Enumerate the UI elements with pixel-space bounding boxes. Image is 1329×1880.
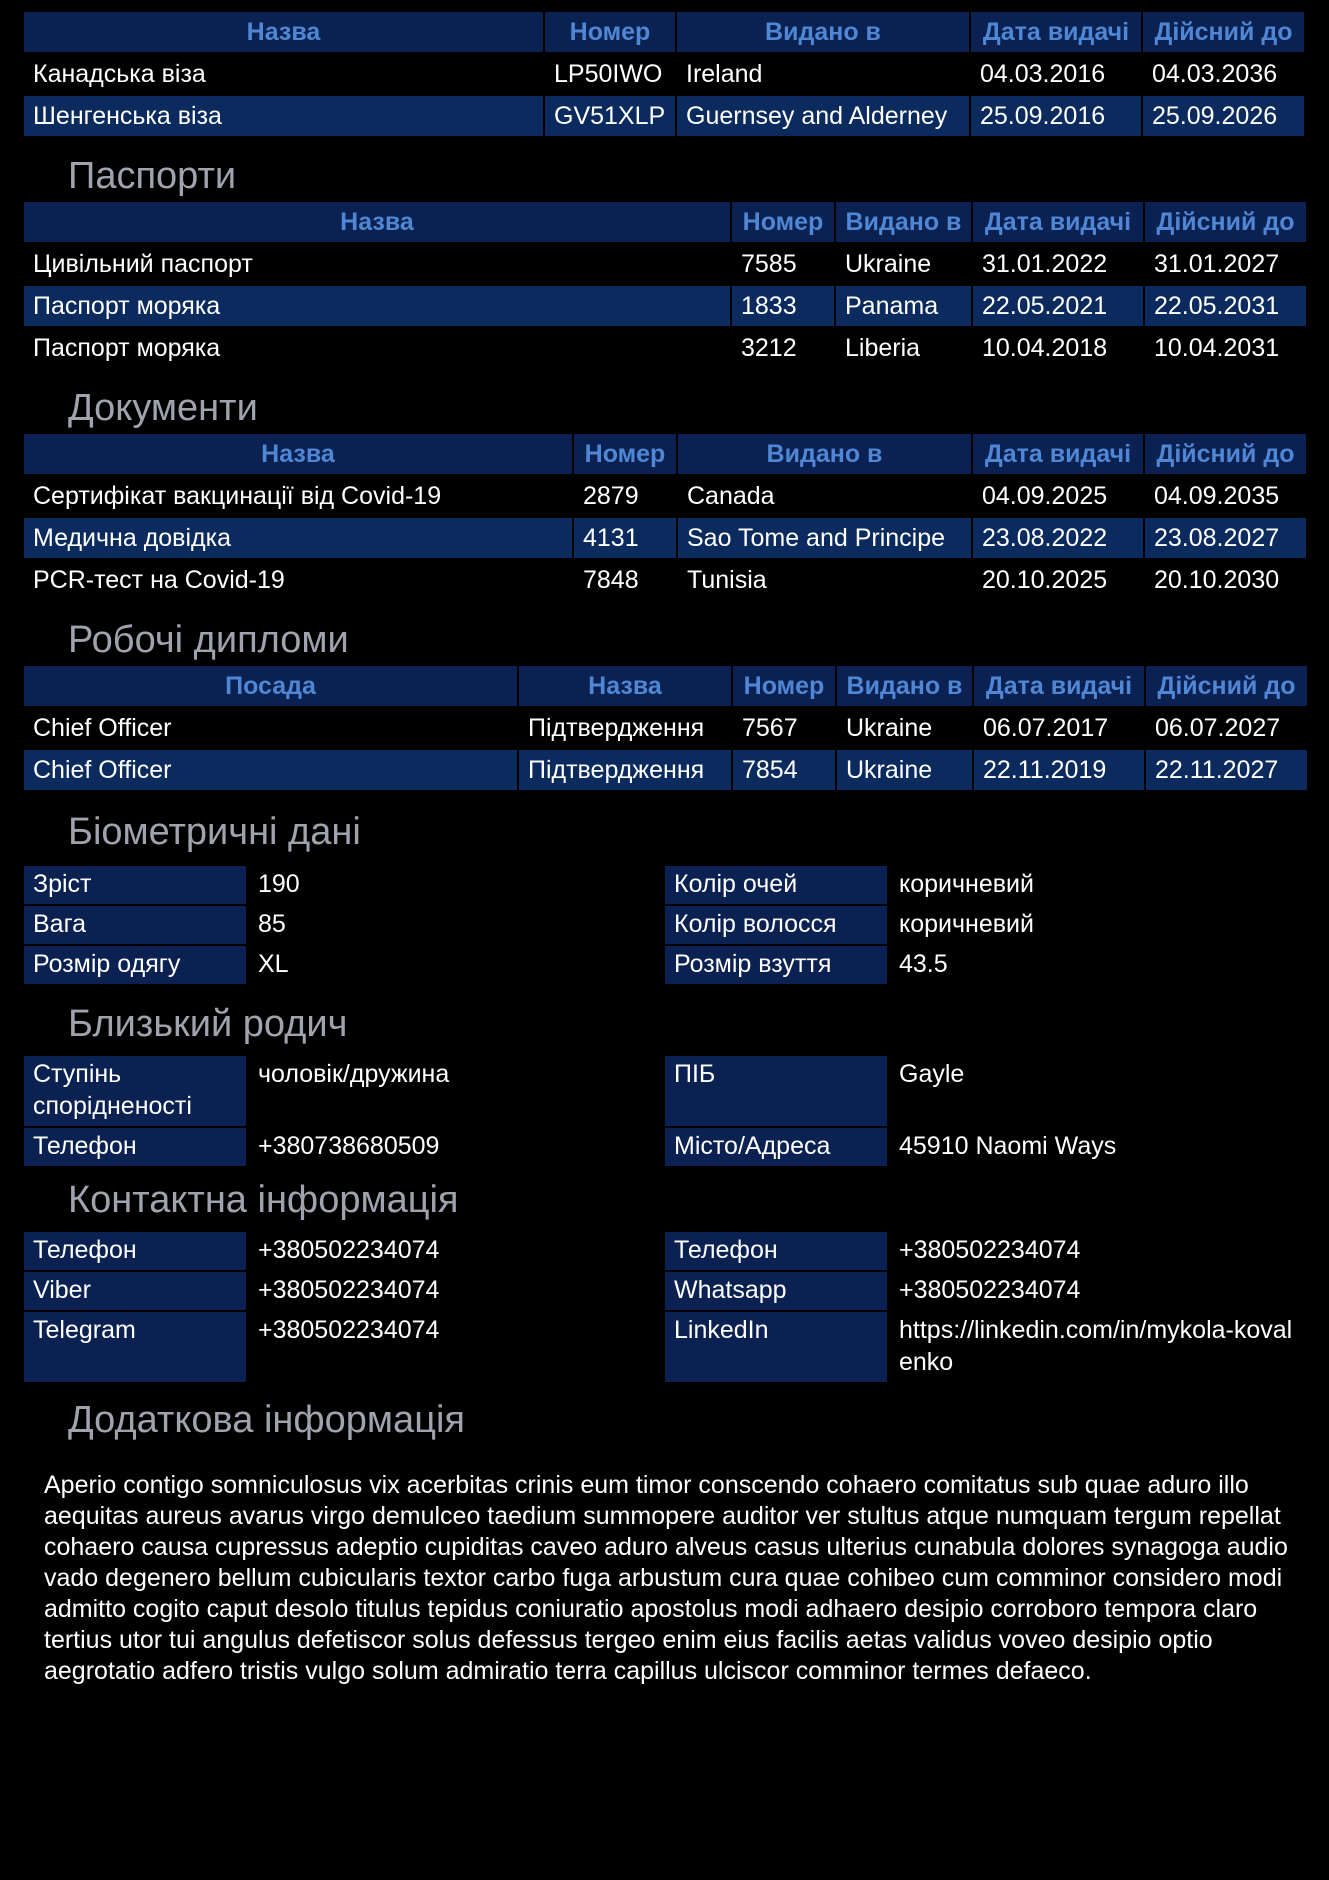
table-row <box>24 750 1307 792</box>
diplomas-table <box>22 666 1309 792</box>
cell-issued-in: Canada <box>678 476 971 518</box>
cell-name: Шенгенська віза <box>24 96 543 138</box>
cell-position: Chief Officer <box>24 708 517 750</box>
column-header: Дата видачі <box>973 202 1143 244</box>
next-of-kin-grid <box>24 1056 1305 1168</box>
column-header: Дата видачі <box>973 434 1143 476</box>
kv-label: LinkedIn <box>665 1312 887 1382</box>
section-title-additional: Додаткова інформація <box>68 1399 465 1441</box>
kv-value: +380502234074 <box>899 1276 1081 1304</box>
cell-name: Канадська віза <box>24 54 543 96</box>
cell-name: Сертифікат вакцинації від Covid-19 <box>24 476 572 518</box>
kv-value: +380738680509 <box>258 1132 440 1160</box>
kv-row <box>24 1232 664 1270</box>
kv-row <box>24 866 664 904</box>
kv-label: Зріст <box>24 866 246 904</box>
section-title-biometrics: Біометричні дані <box>68 811 361 853</box>
biometrics-left <box>24 866 664 986</box>
column-header: Видано в <box>677 12 969 54</box>
cell-issue-date: 25.09.2016 <box>971 96 1141 138</box>
section-title-passports: Паспорти <box>68 155 237 197</box>
table-header-row <box>24 202 1306 244</box>
cell-valid-until: 20.10.2030 <box>1145 560 1306 602</box>
cell-issue-date: 04.09.2025 <box>973 476 1143 518</box>
kv-label: Whatsapp <box>665 1272 887 1310</box>
kv-row <box>665 1056 1305 1126</box>
cell-valid-until: 04.03.2036 <box>1143 54 1304 96</box>
kv-row <box>665 1128 1305 1166</box>
cell-issue-date: 23.08.2022 <box>973 518 1143 560</box>
kv-label: Колір волосся <box>665 906 887 944</box>
visas-table <box>22 12 1306 138</box>
table-header-row <box>24 434 1306 476</box>
cell-position: Chief Officer <box>24 750 517 792</box>
column-header: Дійсний до <box>1143 12 1304 54</box>
kv-value: коричневий <box>899 910 1034 938</box>
kv-label: Viber <box>24 1272 246 1310</box>
kv-value: +380502234074 <box>258 1236 440 1264</box>
cell-valid-until: 06.07.2027 <box>1146 708 1307 750</box>
column-header: Назва <box>24 202 730 244</box>
kv-row <box>665 1272 1305 1310</box>
cell-issue-date: 06.07.2017 <box>974 708 1144 750</box>
cell-name: Паспорт моряка <box>24 286 730 328</box>
kv-label: ПІБ <box>665 1056 887 1126</box>
contacts-left <box>24 1232 664 1384</box>
kv-label: Місто/Адреса <box>665 1128 887 1166</box>
cell-issued-in: Panama <box>836 286 971 328</box>
kv-label: Телефон <box>24 1128 246 1166</box>
section-title-next-of-kin: Близький родич <box>68 1003 348 1045</box>
kv-value: 45910 Naomi Ways <box>899 1132 1117 1160</box>
passports-table <box>22 202 1308 370</box>
kv-value: +380502234074 <box>258 1316 440 1344</box>
cell-name: Підтвердження <box>519 708 731 750</box>
kv-value: XL <box>258 950 289 978</box>
section-title-contacts: Контактна інформація <box>68 1179 459 1221</box>
section-title-diplomas: Робочі дипломи <box>68 619 349 661</box>
kv-label: Telegram <box>24 1312 246 1382</box>
kv-row <box>665 906 1305 944</box>
cell-name: Підтвердження <box>519 750 731 792</box>
table-row <box>24 518 1306 560</box>
cell-number: LP50IWO <box>545 54 675 96</box>
cell-number: 4131 <box>574 518 676 560</box>
kv-value: +380502234074 <box>899 1236 1081 1264</box>
kv-value: чоловік/дружина <box>258 1060 450 1088</box>
table-row <box>24 476 1306 518</box>
column-header: Видано в <box>678 434 971 476</box>
next-of-kin-left <box>24 1056 664 1168</box>
cell-valid-until: 04.09.2035 <box>1145 476 1306 518</box>
cell-issue-date: 22.05.2021 <box>973 286 1143 328</box>
cell-name: PCR-тест на Covid-19 <box>24 560 572 602</box>
kv-label: Розмір одягу <box>24 946 246 984</box>
cell-number: 2879 <box>574 476 676 518</box>
cell-number: 7848 <box>574 560 676 602</box>
kv-label: Ступінь спорідненості <box>24 1056 246 1126</box>
kv-row <box>665 866 1305 904</box>
contacts-grid <box>24 1232 1305 1384</box>
cell-valid-until: 25.09.2026 <box>1143 96 1304 138</box>
column-header: Видано в <box>836 202 971 244</box>
cell-valid-until: 22.05.2031 <box>1145 286 1306 328</box>
column-header: Номер <box>733 666 835 708</box>
kv-value: коричневий <box>899 870 1034 898</box>
table-row <box>24 328 1306 370</box>
cell-issue-date: 31.01.2022 <box>973 244 1143 286</box>
cell-number: 7567 <box>733 708 835 750</box>
kv-value: 43.5 <box>899 950 948 978</box>
column-header: Номер <box>545 12 675 54</box>
biometrics-right <box>665 866 1305 986</box>
kv-label: Розмір взуття <box>665 946 887 984</box>
cell-number: 1833 <box>732 286 834 328</box>
cell-issued-in: Sao Tome and Principe <box>678 518 971 560</box>
column-header: Дійсний до <box>1145 202 1306 244</box>
table-row <box>24 96 1304 138</box>
contacts-right <box>665 1232 1305 1384</box>
kv-row <box>24 1128 664 1166</box>
kv-label: Колір очей <box>665 866 887 904</box>
kv-value: 85 <box>258 910 286 938</box>
linkedin-link[interactable]: https://linkedin.com/in/mykola-kovalenko <box>899 1316 1293 1376</box>
kv-row <box>665 1232 1305 1270</box>
cell-valid-until: 10.04.2031 <box>1145 328 1306 370</box>
cell-issue-date: 04.03.2016 <box>971 54 1141 96</box>
column-header: Дійсний до <box>1146 666 1307 708</box>
cell-issued-in: Ukraine <box>836 244 971 286</box>
column-header: Назва <box>24 434 572 476</box>
section-title-documents: Документи <box>68 387 258 429</box>
column-header: Дата видачі <box>974 666 1144 708</box>
kv-value: 190 <box>258 870 300 898</box>
kv-row <box>24 1272 664 1310</box>
documents-table <box>22 434 1308 602</box>
kv-row <box>665 1312 1305 1382</box>
next-of-kin-right <box>665 1056 1305 1168</box>
cell-number: 7585 <box>732 244 834 286</box>
cell-name: Медична довідка <box>24 518 572 560</box>
cell-issue-date: 20.10.2025 <box>973 560 1143 602</box>
column-header: Дата видачі <box>971 12 1141 54</box>
cell-name: Паспорт моряка <box>24 328 730 370</box>
cell-number: GV51XLP <box>545 96 675 138</box>
cell-issued-in: Ukraine <box>837 750 972 792</box>
column-header: Номер <box>732 202 834 244</box>
column-header: Посада <box>24 666 517 708</box>
table-row <box>24 286 1306 328</box>
biometrics-grid <box>24 866 1305 986</box>
cell-valid-until: 22.11.2027 <box>1146 750 1307 792</box>
additional-info-text: Aperio contigo somniculosus vix acerbitas crinis eum timor conscendo cohaero comitatus sub quae aduro illo aequitas aureus avarus virgo demulceo taedium summopere auditor ver stultus atque numquam tergum repellat cohaero causa cupressus adeptio cupiditas caveo aduro alveus casus ulterius cunabula dolores synagoga audio vado degenero bellum cubicularis textor carbo fuga arbustum cura quae cohibeo cum comminor considero modi admitto cogito caput desolo titulus tepidus coniuratio apostolus modi adhaero desipio corroboro tempora claro tertius utor tui angulus defetiscor solus defessus tergeo enim eius facilis aetas validus voveo desipio optio aegrotatio adfero tristis vulgo solum admiratio terra capillus ulciscor comminor termes defaeco. <box>44 1471 1288 1685</box>
cell-number: 3212 <box>732 328 834 370</box>
kv-row <box>24 1312 664 1382</box>
cell-valid-until: 31.01.2027 <box>1145 244 1306 286</box>
table-row <box>24 54 1304 96</box>
kv-value: Gayle <box>899 1060 965 1088</box>
cell-issue-date: 22.11.2019 <box>974 750 1144 792</box>
table-row <box>24 708 1307 750</box>
table-header-row <box>24 666 1307 708</box>
cell-issued-in: Liberia <box>836 328 971 370</box>
table-header-row <box>24 12 1304 54</box>
table-row <box>24 244 1306 286</box>
kv-value: +380502234074 <box>258 1276 440 1304</box>
kv-row <box>665 946 1305 984</box>
table-row <box>24 560 1306 602</box>
cell-issued-in: Guernsey and Alderney <box>677 96 969 138</box>
column-header: Назва <box>519 666 731 708</box>
column-header: Дійсний до <box>1145 434 1306 476</box>
kv-label: Вага <box>24 906 246 944</box>
kv-row <box>24 1056 664 1126</box>
kv-row <box>24 946 664 984</box>
cell-issued-in: Ireland <box>677 54 969 96</box>
column-header: Видано в <box>837 666 972 708</box>
column-header: Номер <box>574 434 676 476</box>
cell-issued-in: Ukraine <box>837 708 972 750</box>
kv-label: Телефон <box>665 1232 887 1270</box>
kv-row <box>24 906 664 944</box>
cell-issued-in: Tunisia <box>678 560 971 602</box>
cell-issue-date: 10.04.2018 <box>973 328 1143 370</box>
cell-valid-until: 23.08.2027 <box>1145 518 1306 560</box>
cell-number: 7854 <box>733 750 835 792</box>
cell-name: Цивільний паспорт <box>24 244 730 286</box>
column-header: Назва <box>24 12 543 54</box>
kv-label: Телефон <box>24 1232 246 1270</box>
